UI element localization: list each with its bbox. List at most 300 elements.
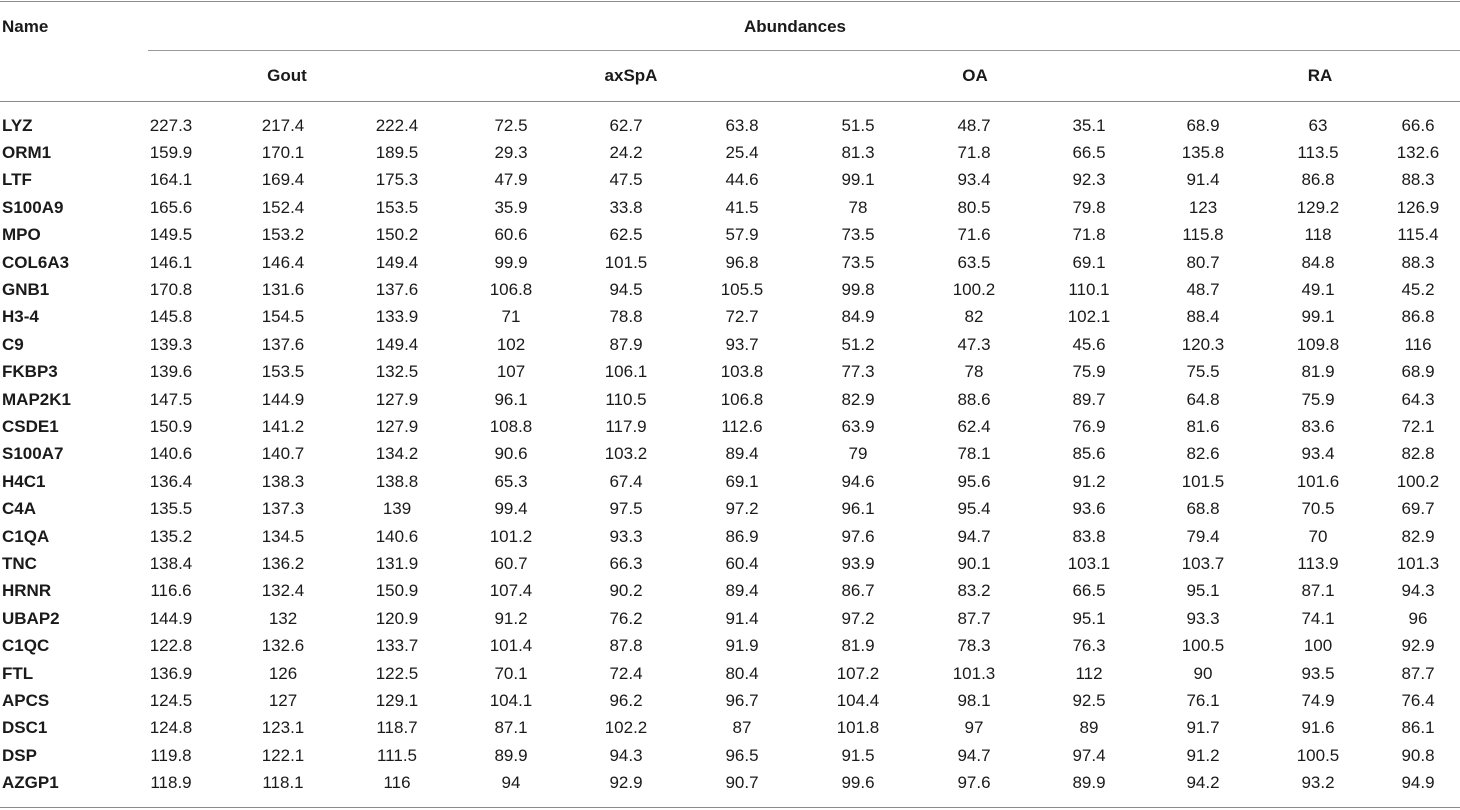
abundance-value: 146.4 bbox=[261, 252, 305, 272]
protein-name: MPO bbox=[2, 225, 41, 245]
abundance-value: 90.1 bbox=[957, 553, 991, 573]
abundance-value: 64.8 bbox=[1186, 389, 1220, 409]
abundance-value: 122.8 bbox=[149, 636, 193, 656]
abundance-value: 96.5 bbox=[725, 745, 759, 765]
abundance-value: 57.9 bbox=[725, 225, 759, 245]
abundance-value: 93.2 bbox=[1301, 773, 1335, 793]
abundance-value: 79 bbox=[848, 444, 868, 464]
abundance-value: 89.9 bbox=[494, 745, 528, 765]
abundance-value: 60.4 bbox=[725, 553, 759, 573]
abundance-value: 87 bbox=[732, 718, 752, 738]
abundance-value: 129.2 bbox=[1296, 197, 1340, 217]
group-header-gout: Gout bbox=[267, 66, 307, 85]
abundance-value: 60.6 bbox=[494, 225, 528, 245]
abundance-value: 107 bbox=[496, 362, 526, 382]
abundance-value: 164.1 bbox=[149, 170, 193, 190]
abundance-value: 84.8 bbox=[1301, 252, 1335, 272]
abundance-value: 138.8 bbox=[375, 471, 419, 491]
abundance-value: 91.6 bbox=[1301, 718, 1335, 738]
abundance-value: 71 bbox=[501, 307, 521, 327]
abundance-value: 93.5 bbox=[1301, 663, 1335, 683]
abundance-value: 132.4 bbox=[261, 581, 305, 601]
abundance-value: 106.1 bbox=[604, 362, 648, 382]
header-bottom-rule bbox=[0, 101, 1460, 102]
abundance-value: 94.7 bbox=[957, 526, 991, 546]
protein-name: C1QC bbox=[2, 636, 50, 656]
abundances-underline bbox=[148, 50, 1460, 51]
abundance-value: 95.4 bbox=[957, 499, 991, 519]
abundance-value: 85.6 bbox=[1072, 444, 1106, 464]
group-header-ra: RA bbox=[1307, 66, 1333, 85]
abundance-value: 101.6 bbox=[1296, 471, 1340, 491]
abundance-value: 78 bbox=[848, 197, 868, 217]
abundance-value: 94.3 bbox=[1401, 581, 1435, 601]
abundances-header: Abundances bbox=[744, 17, 847, 36]
abundance-value: 100 bbox=[1303, 636, 1333, 656]
abundance-value: 97 bbox=[964, 718, 984, 738]
abundance-value: 140.6 bbox=[149, 444, 193, 464]
bottom-rule bbox=[0, 807, 1460, 808]
abundance-value: 103.2 bbox=[604, 444, 648, 464]
abundance-value: 93.4 bbox=[1301, 444, 1335, 464]
abundance-value: 81.3 bbox=[841, 143, 875, 163]
table-row bbox=[0, 550, 1460, 577]
abundance-value: 86.8 bbox=[1401, 307, 1435, 327]
abundance-value: 80.7 bbox=[1186, 252, 1220, 272]
table-row bbox=[0, 413, 1460, 440]
abundance-value: 68.9 bbox=[1401, 362, 1435, 382]
abundance-value: 83.8 bbox=[1072, 526, 1106, 546]
protein-name: MAP2K1 bbox=[2, 389, 71, 409]
abundance-value: 51.5 bbox=[841, 115, 875, 135]
abundance-value: 48.7 bbox=[957, 115, 991, 135]
abundance-value: 95.1 bbox=[1072, 608, 1106, 628]
abundance-value: 94.9 bbox=[1401, 773, 1435, 793]
abundance-value: 88.3 bbox=[1401, 252, 1435, 272]
protein-name: LYZ bbox=[2, 115, 33, 135]
abundance-value: 93.4 bbox=[957, 170, 991, 190]
abundance-value: 100.5 bbox=[1181, 636, 1225, 656]
protein-name: UBAP2 bbox=[2, 608, 60, 628]
abundance-value: 144.9 bbox=[149, 608, 193, 628]
abundance-value: 35.9 bbox=[494, 197, 528, 217]
abundance-value: 78.8 bbox=[609, 307, 643, 327]
table-row bbox=[0, 523, 1460, 550]
abundance-value: 81.6 bbox=[1186, 416, 1220, 436]
table-row bbox=[0, 194, 1460, 221]
abundance-value: 91.7 bbox=[1186, 718, 1220, 738]
abundance-value: 134.2 bbox=[375, 444, 419, 464]
abundance-value: 89 bbox=[1079, 718, 1099, 738]
abundance-value: 89.9 bbox=[1072, 773, 1106, 793]
abundance-value: 149.4 bbox=[375, 334, 419, 354]
abundance-value: 75.9 bbox=[1072, 362, 1106, 382]
abundance-value: 76.2 bbox=[609, 608, 643, 628]
abundance-value: 35.1 bbox=[1072, 115, 1106, 135]
abundance-value: 64.3 bbox=[1401, 389, 1435, 409]
abundance-value: 113.9 bbox=[1297, 553, 1339, 573]
abundance-value: 82 bbox=[964, 307, 984, 327]
abundance-value: 152.4 bbox=[261, 197, 305, 217]
abundance-value: 82.9 bbox=[841, 389, 875, 409]
abundance-value: 90.6 bbox=[494, 444, 528, 464]
abundance-value: 170.1 bbox=[261, 143, 305, 163]
abundance-value: 86.9 bbox=[725, 526, 759, 546]
abundance-value: 126.9 bbox=[1396, 197, 1440, 217]
table-row bbox=[0, 276, 1460, 303]
abundance-value: 95.1 bbox=[1186, 581, 1220, 601]
abundance-value: 103.7 bbox=[1181, 553, 1225, 573]
table-row bbox=[0, 331, 1460, 358]
abundance-value: 100.5 bbox=[1296, 745, 1340, 765]
abundance-value: 74.9 bbox=[1301, 690, 1335, 710]
abundance-value: 149.4 bbox=[375, 252, 419, 272]
table-row bbox=[0, 167, 1460, 194]
abundance-value: 98.1 bbox=[957, 690, 991, 710]
abundance-value: 106.8 bbox=[720, 389, 764, 409]
abundance-value: 165.6 bbox=[149, 197, 193, 217]
table-row bbox=[0, 632, 1460, 659]
abundance-value: 95.6 bbox=[957, 471, 991, 491]
abundance-value: 99.1 bbox=[841, 170, 875, 190]
abundance-value: 76.4 bbox=[1401, 690, 1435, 710]
abundance-value: 115.4 bbox=[1397, 225, 1439, 245]
abundance-value: 47.5 bbox=[609, 170, 643, 190]
abundance-value: 72.5 bbox=[494, 115, 528, 135]
abundance-value: 104.4 bbox=[836, 690, 880, 710]
abundance-value: 96.8 bbox=[725, 252, 759, 272]
protein-name: C4A bbox=[2, 499, 37, 519]
abundance-value: 78.1 bbox=[957, 444, 991, 464]
abundance-value: 76.3 bbox=[1072, 636, 1106, 656]
table-row bbox=[0, 660, 1460, 687]
abundance-value: 127.9 bbox=[375, 389, 419, 409]
table-row bbox=[0, 769, 1460, 796]
abundance-value: 150.2 bbox=[375, 225, 419, 245]
abundance-value: 66.5 bbox=[1072, 143, 1106, 163]
abundance-value: 123 bbox=[1188, 197, 1218, 217]
protein-name: H4C1 bbox=[2, 471, 46, 491]
abundance-value: 84.9 bbox=[841, 307, 875, 327]
abundance-value: 33.8 bbox=[609, 197, 643, 217]
abundance-value: 67.4 bbox=[609, 471, 643, 491]
abundance-value: 82.8 bbox=[1401, 444, 1435, 464]
abundance-value: 48.7 bbox=[1186, 280, 1220, 300]
abundance-value: 99.8 bbox=[841, 280, 875, 300]
abundance-value: 88.6 bbox=[957, 389, 991, 409]
abundance-value: 66.6 bbox=[1401, 115, 1435, 135]
abundance-value: 68.8 bbox=[1186, 499, 1220, 519]
abundance-value: 63.9 bbox=[841, 416, 875, 436]
abundance-value: 72.7 bbox=[725, 307, 759, 327]
abundance-value: 107.2 bbox=[836, 663, 880, 683]
protein-name: FTL bbox=[2, 663, 34, 683]
abundance-value: 71.8 bbox=[1072, 225, 1106, 245]
abundance-value: 102 bbox=[496, 334, 526, 354]
abundance-value: 105.5 bbox=[720, 280, 764, 300]
abundance-value: 69.1 bbox=[725, 471, 759, 491]
abundance-value: 75.5 bbox=[1186, 362, 1220, 382]
abundance-value: 92.9 bbox=[1401, 636, 1435, 656]
abundance-value: 62.4 bbox=[957, 416, 991, 436]
abundance-value: 123.1 bbox=[261, 718, 305, 738]
abundance-value: 87.7 bbox=[1401, 663, 1435, 683]
abundance-value: 92.9 bbox=[609, 773, 643, 793]
abundance-value: 124.5 bbox=[149, 690, 193, 710]
protein-name: COL6A3 bbox=[2, 252, 70, 272]
abundance-value: 93.7 bbox=[725, 334, 759, 354]
abundance-table bbox=[0, 112, 1460, 797]
abundance-value: 24.2 bbox=[609, 143, 643, 163]
abundance-value: 99.4 bbox=[494, 499, 528, 519]
abundance-value: 70.5 bbox=[1301, 499, 1335, 519]
abundance-value: 99.6 bbox=[841, 773, 875, 793]
abundance-value: 103.8 bbox=[720, 362, 764, 382]
abundance-value: 189.5 bbox=[375, 143, 419, 163]
protein-name: TNC bbox=[2, 553, 37, 573]
abundance-value: 25.4 bbox=[725, 143, 759, 163]
abundance-value: 97.6 bbox=[957, 773, 991, 793]
protein-name: HRNR bbox=[2, 581, 52, 601]
abundance-value: 101.3 bbox=[1396, 553, 1440, 573]
abundance-value: 86.7 bbox=[841, 581, 875, 601]
abundance-value: 29.3 bbox=[494, 143, 528, 163]
abundance-value: 139.6 bbox=[149, 362, 193, 382]
abundance-value: 104.1 bbox=[489, 690, 533, 710]
abundance-value: 97.5 bbox=[609, 499, 643, 519]
abundance-value: 83.6 bbox=[1301, 416, 1335, 436]
abundance-value: 80.4 bbox=[725, 663, 759, 683]
protein-name: S100A7 bbox=[2, 444, 64, 464]
abundance-value: 91.4 bbox=[1186, 170, 1220, 190]
top-rule bbox=[0, 1, 1460, 2]
abundance-value: 94.3 bbox=[609, 745, 643, 765]
abundance-value: 139 bbox=[382, 499, 412, 519]
abundance-value: 119.8 bbox=[150, 745, 192, 765]
abundance-value: 90.8 bbox=[1401, 745, 1435, 765]
group-header-oa: OA bbox=[962, 66, 988, 85]
group-header-axspa: axSpA bbox=[604, 66, 658, 85]
abundance-value: 45.2 bbox=[1401, 280, 1435, 300]
abundance-value: 146.1 bbox=[149, 252, 193, 272]
abundance-value: 79.4 bbox=[1186, 526, 1220, 546]
abundance-value: 91.2 bbox=[1186, 745, 1220, 765]
abundance-value: 112 bbox=[1075, 663, 1103, 683]
abundance-value: 89.4 bbox=[725, 444, 759, 464]
abundance-value: 91.9 bbox=[725, 636, 759, 656]
abundance-value: 100.2 bbox=[1396, 471, 1440, 491]
abundance-value: 93.3 bbox=[609, 526, 643, 546]
abundance-value: 144.9 bbox=[261, 389, 305, 409]
abundance-value: 150.9 bbox=[375, 581, 419, 601]
abundance-value: 147.5 bbox=[149, 389, 193, 409]
abundance-value: 72.4 bbox=[609, 663, 643, 683]
abundance-value: 51.2 bbox=[841, 334, 875, 354]
protein-name: S100A9 bbox=[2, 197, 64, 217]
abundance-value: 73.5 bbox=[841, 225, 875, 245]
abundance-value: 97.2 bbox=[725, 499, 759, 519]
abundance-value: 63 bbox=[1308, 115, 1328, 135]
abundance-value: 91.5 bbox=[841, 745, 875, 765]
protein-name: AZGP1 bbox=[2, 773, 59, 793]
abundance-value: 99.9 bbox=[494, 252, 528, 272]
abundance-value: 80.5 bbox=[957, 197, 991, 217]
abundance-value: 136.4 bbox=[149, 471, 193, 491]
abundance-value: 149.5 bbox=[149, 225, 193, 245]
abundance-value: 109.8 bbox=[1296, 334, 1340, 354]
abundance-value: 91.2 bbox=[1072, 471, 1106, 491]
abundance-value: 120.9 bbox=[375, 608, 419, 628]
abundance-value: 135.5 bbox=[149, 499, 193, 519]
abundance-value: 87.7 bbox=[957, 608, 991, 628]
abundance-value: 79.8 bbox=[1072, 197, 1106, 217]
abundance-value: 88.3 bbox=[1401, 170, 1435, 190]
table-row bbox=[0, 386, 1460, 413]
abundance-value: 65.3 bbox=[494, 471, 528, 491]
abundance-value: 92.3 bbox=[1072, 170, 1106, 190]
abundance-value: 101.8 bbox=[836, 718, 880, 738]
abundance-value: 153.2 bbox=[261, 225, 305, 245]
abundance-value: 90 bbox=[1193, 663, 1213, 683]
abundance-value: 47.3 bbox=[957, 334, 991, 354]
abundance-value: 76.9 bbox=[1072, 416, 1106, 436]
abundance-value: 70 bbox=[1308, 526, 1328, 546]
abundance-value: 138.3 bbox=[261, 471, 305, 491]
abundance-value: 90.2 bbox=[609, 581, 643, 601]
table-row bbox=[0, 495, 1460, 522]
abundance-value: 141.2 bbox=[261, 416, 305, 436]
abundance-value: 113.5 bbox=[1297, 143, 1339, 163]
protein-name: FKBP3 bbox=[2, 362, 58, 382]
abundance-value: 63.8 bbox=[725, 115, 759, 135]
table-row bbox=[0, 249, 1460, 276]
abundance-value: 91.4 bbox=[725, 608, 759, 628]
abundance-value: 122.5 bbox=[375, 663, 419, 683]
abundance-value: 62.5 bbox=[609, 225, 643, 245]
abundance-value: 96.1 bbox=[841, 499, 875, 519]
abundance-value: 127 bbox=[268, 690, 298, 710]
abundance-value: 93.6 bbox=[1072, 499, 1106, 519]
abundance-value: 132.6 bbox=[261, 636, 305, 656]
abundance-value: 132.6 bbox=[1396, 143, 1440, 163]
abundance-value: 86.1 bbox=[1401, 718, 1435, 738]
abundance-value: 137.3 bbox=[261, 499, 305, 519]
abundance-value: 96.1 bbox=[494, 389, 528, 409]
abundance-value: 87.1 bbox=[1301, 581, 1335, 601]
abundance-value: 131.6 bbox=[261, 280, 305, 300]
table-body bbox=[0, 112, 1460, 797]
protein-name: DSC1 bbox=[2, 718, 48, 738]
abundance-value: 96.2 bbox=[609, 690, 643, 710]
abundance-value: 41.5 bbox=[725, 197, 759, 217]
abundance-value: 136.2 bbox=[261, 553, 305, 573]
table-row bbox=[0, 139, 1460, 166]
abundance-value: 82.6 bbox=[1186, 444, 1220, 464]
abundance-value: 139.3 bbox=[149, 334, 193, 354]
abundance-value: 159.9 bbox=[149, 143, 193, 163]
abundance-value: 112.6 bbox=[721, 416, 763, 436]
abundance-value: 117.9 bbox=[605, 416, 647, 436]
abundance-value: 124.8 bbox=[149, 718, 193, 738]
abundance-value: 110.5 bbox=[605, 389, 647, 409]
abundance-value: 72.1 bbox=[1401, 416, 1435, 436]
abundance-value: 110.1 bbox=[1068, 280, 1110, 300]
protein-name: C9 bbox=[2, 334, 24, 354]
protein-name: LTF bbox=[2, 170, 32, 190]
abundance-value: 96.7 bbox=[725, 690, 759, 710]
abundance-value: 116 bbox=[1404, 334, 1432, 354]
abundance-value: 101.2 bbox=[489, 526, 533, 546]
abundance-value: 122.1 bbox=[261, 745, 305, 765]
abundance-value: 69.1 bbox=[1072, 252, 1106, 272]
abundance-value: 69.7 bbox=[1401, 499, 1435, 519]
abundance-value: 73.5 bbox=[841, 252, 875, 272]
abundance-value: 118.1 bbox=[262, 773, 304, 793]
abundance-value: 97.6 bbox=[841, 526, 875, 546]
table-row bbox=[0, 687, 1460, 714]
abundance-value: 170.8 bbox=[149, 280, 193, 300]
abundance-value: 108.8 bbox=[489, 416, 533, 436]
abundance-value: 63.5 bbox=[957, 252, 991, 272]
abundance-value: 126 bbox=[268, 663, 298, 683]
abundance-value: 153.5 bbox=[375, 197, 419, 217]
abundance-value: 132.5 bbox=[375, 362, 419, 382]
abundance-value: 140.6 bbox=[375, 526, 419, 546]
abundance-value: 66.3 bbox=[609, 553, 643, 573]
abundance-value: 102.2 bbox=[604, 718, 648, 738]
abundance-value: 45.6 bbox=[1072, 334, 1106, 354]
abundance-value: 82.9 bbox=[1401, 526, 1435, 546]
abundance-value: 101.3 bbox=[952, 663, 996, 683]
abundance-value: 94.6 bbox=[841, 471, 875, 491]
abundance-value: 88.4 bbox=[1186, 307, 1220, 327]
abundance-value: 137.6 bbox=[375, 280, 419, 300]
abundance-value: 49.1 bbox=[1301, 280, 1335, 300]
abundance-value: 131.9 bbox=[375, 553, 419, 573]
table-row bbox=[0, 359, 1460, 386]
abundance-value: 94.5 bbox=[609, 280, 643, 300]
abundance-value: 101.5 bbox=[1181, 471, 1225, 491]
abundance-value: 97.2 bbox=[841, 608, 875, 628]
abundance-value: 115.8 bbox=[1182, 225, 1224, 245]
table-row bbox=[0, 578, 1460, 605]
abundance-value: 92.5 bbox=[1072, 690, 1106, 710]
abundance-value: 71.6 bbox=[957, 225, 991, 245]
abundance-value: 78 bbox=[964, 362, 984, 382]
abundance-value: 89.7 bbox=[1072, 389, 1106, 409]
abundance-value: 76.1 bbox=[1186, 690, 1220, 710]
abundance-value: 227.3 bbox=[149, 115, 193, 135]
table-row bbox=[0, 304, 1460, 331]
abundance-value: 100.2 bbox=[952, 280, 996, 300]
abundance-value: 118 bbox=[1304, 225, 1332, 245]
abundance-value: 118.7 bbox=[376, 718, 418, 738]
abundance-value: 60.7 bbox=[494, 553, 528, 573]
abundance-value: 106.8 bbox=[489, 280, 533, 300]
abundance-value: 169.4 bbox=[261, 170, 305, 190]
name-column-header: Name bbox=[2, 17, 49, 36]
abundance-value: 71.8 bbox=[957, 143, 991, 163]
abundance-value: 145.8 bbox=[149, 307, 193, 327]
abundance-value: 140.7 bbox=[261, 444, 305, 464]
abundance-value: 89.4 bbox=[725, 581, 759, 601]
table-row bbox=[0, 441, 1460, 468]
abundance-value: 97.4 bbox=[1072, 745, 1106, 765]
abundance-value: 93.3 bbox=[1186, 608, 1220, 628]
abundance-value: 87.9 bbox=[609, 334, 643, 354]
abundance-value: 91.2 bbox=[494, 608, 528, 628]
abundance-value: 135.2 bbox=[149, 526, 193, 546]
